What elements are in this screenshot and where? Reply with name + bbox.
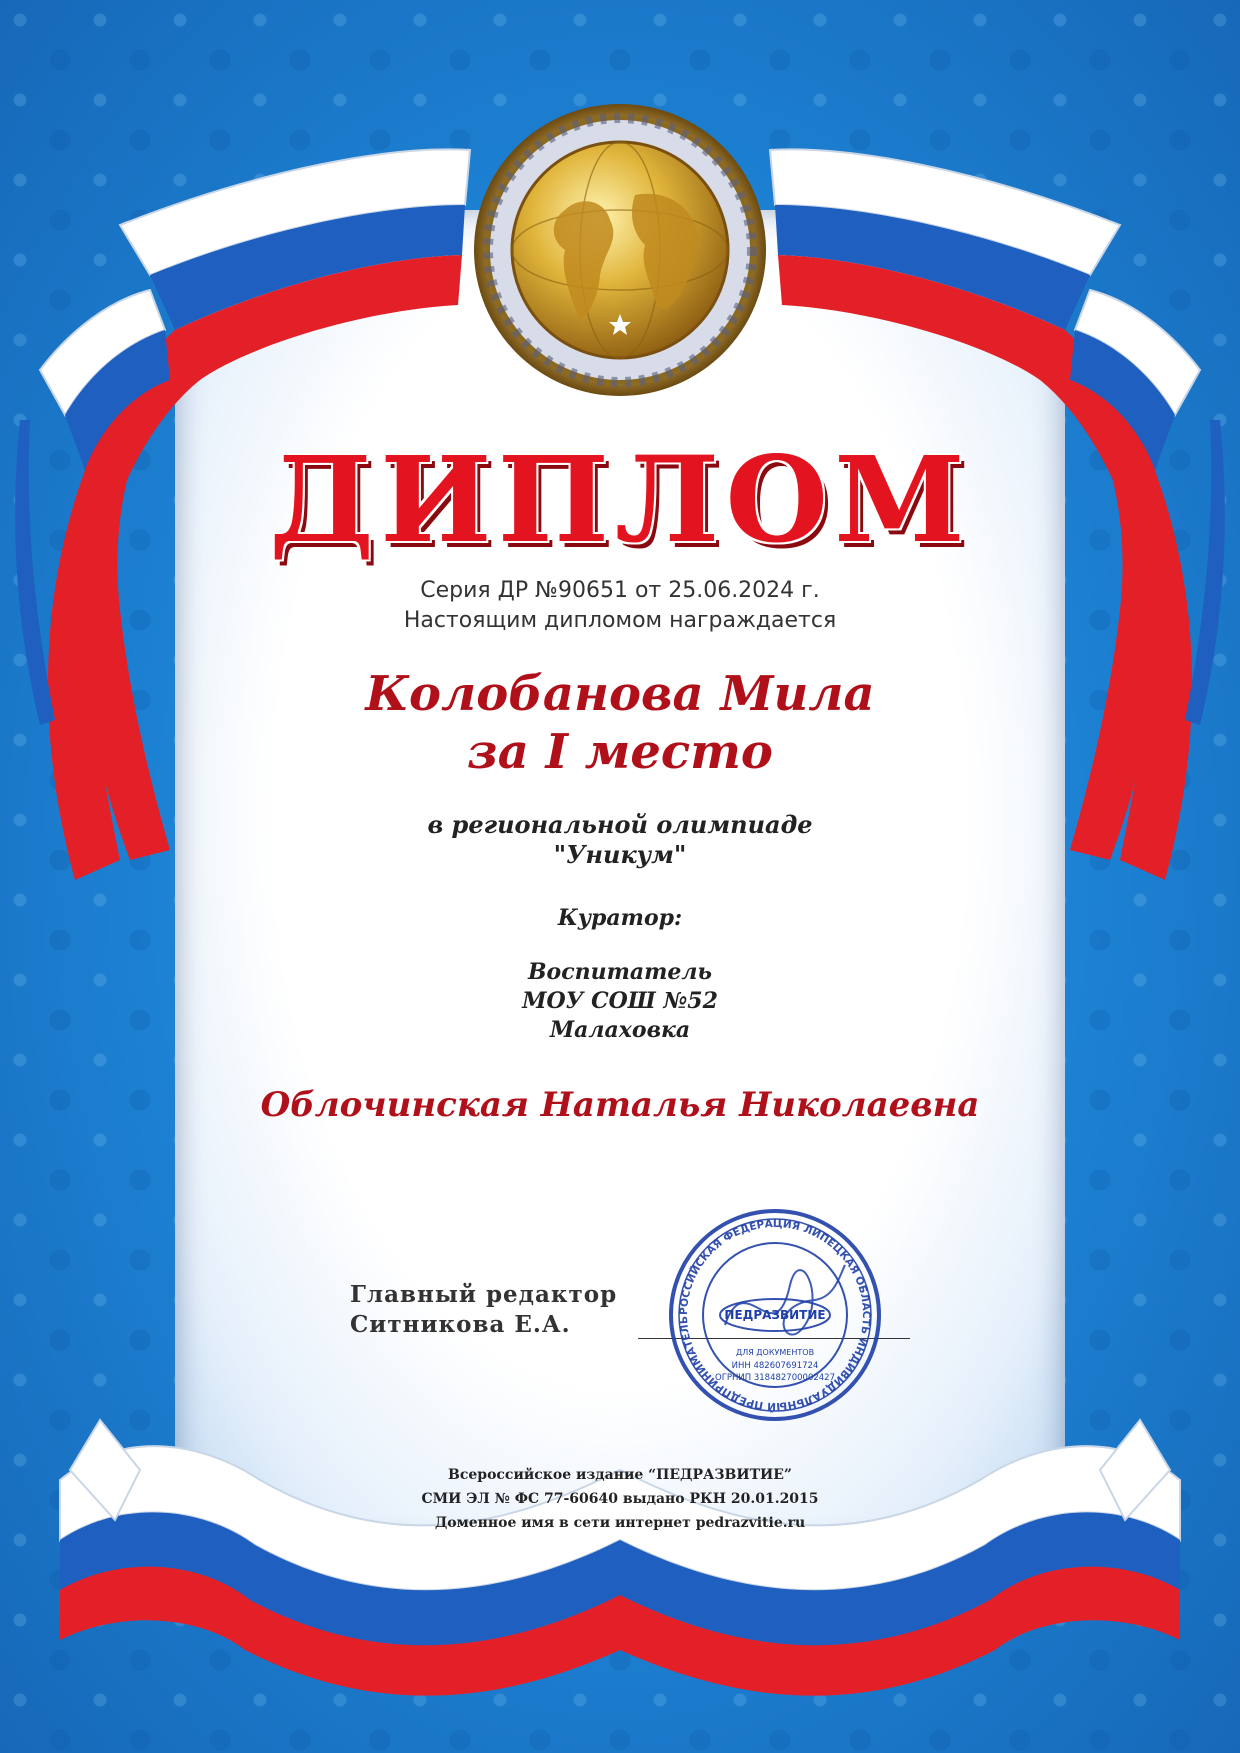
event-line-1: в региональной олимпиаде xyxy=(427,810,813,839)
footer-line-1: Всероссийское издание “ПЕДРАЗВИТИЕ” xyxy=(448,1467,792,1483)
editor-block xyxy=(350,1280,617,1340)
event-block xyxy=(0,810,1240,870)
award-place: за I место xyxy=(467,724,773,780)
curator-school: МОУ СОШ №52 xyxy=(522,988,718,1014)
curator-name: Облочинская Наталья Николаевна xyxy=(260,1085,980,1125)
globe-medallion xyxy=(470,100,770,400)
stamp-ogrnip: ОГРНИП 318482700002427 xyxy=(715,1373,835,1383)
stamp-sub-text: ДЛЯ ДОКУМЕНТОВ xyxy=(735,1348,815,1357)
footer-line-3: Доменное имя в сети интернет pedrazvitie.ru xyxy=(434,1515,806,1531)
award-line: Настоящим дипломом награждается xyxy=(403,608,837,633)
diploma-title: ДИПЛОМ xyxy=(269,430,971,569)
editor-title: Главный редактор xyxy=(350,1281,618,1308)
stamp-ring-text: РОССИЙСКАЯ ФЕДЕРАЦИЯ ЛИПЕЦКАЯ ОБЛАСТЬ ИНДИВИДУАЛЬНЫЙ ПРЕДПРИНИМАТЕЛЬ xyxy=(677,1217,873,1413)
curator-details xyxy=(0,958,1240,1045)
curator-city: Малаховка xyxy=(549,1017,691,1043)
official-stamp xyxy=(665,1205,885,1425)
editor-name: Ситникова Е.А. xyxy=(350,1311,571,1338)
curator-label: Куратор: xyxy=(557,905,683,931)
stamp-center-text: ПЕДРАЗВИТИЕ xyxy=(724,1308,826,1322)
series-block xyxy=(0,576,1240,636)
event-line-2: "Уникум" xyxy=(553,840,687,869)
bottom-ribbon xyxy=(60,1420,1180,1696)
footer-line-2: СМИ ЭЛ № ФС 77-60640 выдано РКН 20.01.2015 xyxy=(421,1491,819,1507)
recipient-block xyxy=(0,665,1240,781)
signature-scribble xyxy=(725,1265,845,1335)
series-line: Серия ДР №90651 от 25.06.2024 г. xyxy=(420,578,820,603)
recipient-name: Колобанова Мила xyxy=(365,666,875,722)
footer-block xyxy=(0,1463,1240,1535)
stamp-inn: ИНН 482607691724 xyxy=(731,1361,819,1371)
curator-position: Воспитатель xyxy=(527,959,713,985)
